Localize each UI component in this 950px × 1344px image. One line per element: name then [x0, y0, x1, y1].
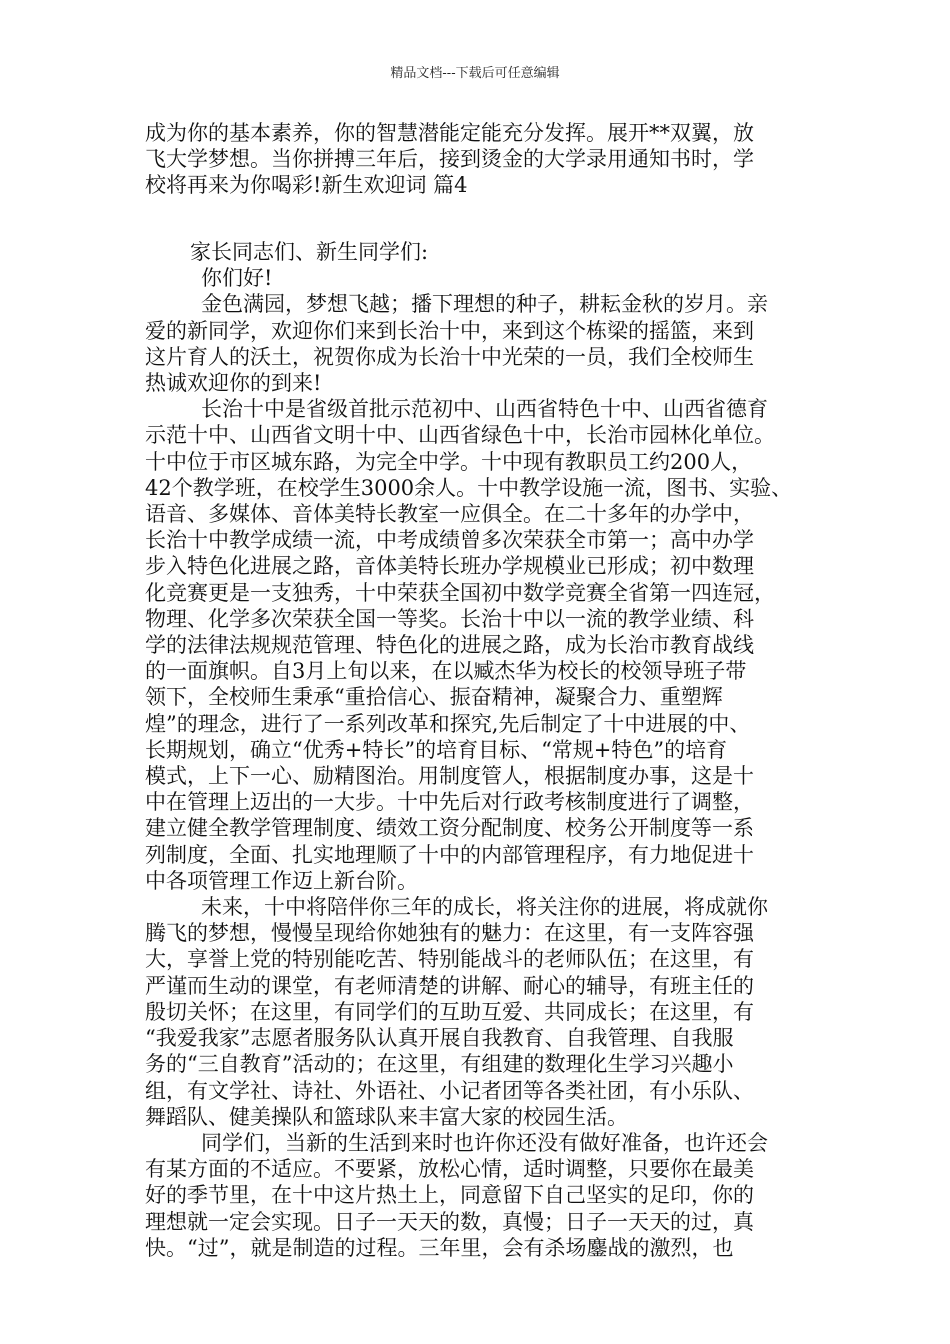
letter-body	[145, 239, 825, 1261]
text-line: 长治十中是省级首批示范初中、山西省特色十中、山西省德育	[201, 397, 768, 422]
text-line: 大，享誉上党的特别能吃苦、特别能战斗的老师队伍；在这里，有	[145, 947, 754, 972]
paragraph-future	[145, 894, 825, 1130]
salutation-greeting: 你们好!	[201, 266, 273, 291]
text-line: 十中位于市区城东路，为完全中学。十中现有教职员工约200人，	[145, 449, 753, 474]
paragraph-students	[145, 1130, 825, 1261]
text-line: 殷切关怀；在这里，有同学们的互助互爱、共同成长；在这里，有	[145, 999, 754, 1024]
text-line: 严谨而生动的课堂，有老师清楚的讲解、耐心的辅导，有班主任的	[145, 973, 754, 998]
text-line: 长治十中教学成绩一流，中考成绩曾多次荣获全市第一；高中办学	[145, 528, 754, 553]
text-line: 物理、化学多次荣获全国一等奖。长治十中以一流的教学业绩、科	[145, 606, 754, 631]
text-line: 列制度，全面、扎实地理顺了十中的内部管理程序，有力地促进十	[145, 842, 754, 867]
text-line: 的一面旗帜。自3月上旬以来，在以臧杰华为校长的校领导班子带	[145, 659, 747, 684]
text-line: “我爱我家”志愿者服务队认真开展自我教育、自我管理、自我服	[145, 1026, 734, 1051]
paragraph-welcome	[145, 291, 825, 396]
text-line: 这片育人的沃土，祝贺你成为长治十中光荣的一员，我们全校师生	[145, 344, 754, 369]
text-line: 飞大学梦想。当你拼搏三年后，接到烫金的大学录用通知书时，学	[145, 147, 754, 172]
text-line: 同学们，当新的生活到来时也许你还没有做好准备，也许还会	[201, 1130, 768, 1155]
text-line: 中各项管理工作迈上新台阶。	[145, 868, 418, 893]
text-line: 好的季节里，在十中这片热土上，同意留下自己坚实的足印，你的	[145, 1183, 754, 1208]
text-line: 长期规划，确立“优秀+特长”的培育目标、“常规+特色”的培育	[145, 737, 728, 762]
text-line: 成为你的基本素养，你的智慧潜能定能充分发挥。展开**双翼，放	[145, 121, 754, 145]
text-line: 舞蹈队、健美操队和篮球队来丰富大家的校园生活。	[145, 1104, 628, 1129]
text-line: 建立健全教学管理制度、绩效工资分配制度、校务公开制度等一系	[145, 816, 754, 841]
text-line: 化竞赛更是一支独秀，十中荣获全国初中数学竞赛全省第一四连冠，	[145, 580, 775, 605]
page-header: 精品文档---下载后可任意编辑	[390, 66, 560, 81]
paragraph-school-intro	[145, 396, 825, 894]
text-line: 组，有文学社、诗社、外语社、小记者团等各类社团，有小乐队、	[145, 1078, 754, 1103]
text-line: 语音、多媒体、音体美特长教室一应俱全。在二十多年的办学中，	[145, 502, 754, 527]
text-line: 示范十中、山西省文明十中、山西省绿色十中，长治市园林化单位。	[145, 423, 775, 448]
text-line: 理想就一定会实现。日子一天天的数，真慢；日子一天天的过，真	[145, 1209, 754, 1234]
text-line: 腾飞的梦想，慢慢呈现给你她独有的魅力：在这里，有一支阵容强	[145, 921, 754, 946]
text-line: 煌”的理念，进行了一系列改革和探究,先后制定了十中进展的中、	[145, 711, 751, 736]
top-paragraph	[145, 120, 825, 199]
text-line: 金色满园，梦想飞越；播下理想的种子，耕耘金秋的岁月。亲	[201, 292, 768, 317]
text-line: 快。“过”，就是制造的过程。三年里，会有杀场鏖战的激烈，也	[145, 1235, 734, 1260]
text-line: 未来，十中将陪伴你三年的成长，将关注你的进展，将成就你	[201, 895, 768, 920]
text-line: 步入特色化进展之路，音体美特长班办学规模业已形成；初中数理	[145, 554, 754, 579]
text-line: 领下，全校师生秉承“重拾信心、振奋精神，凝聚合力、重塑辉	[145, 685, 723, 710]
salutation-recipients: 家长同志们、新生同学们:	[190, 240, 429, 264]
text-line: 热诚欢迎你的到来!	[145, 371, 322, 396]
text-line: 爱的新同学，欢迎你们来到长治十中，来到这个栋梁的摇篮，来到	[145, 318, 754, 343]
text-line: 42个教学班，在校学生3000余人。十中教学设施一流，图书、实验、	[145, 475, 793, 500]
text-line: 学的法律法规规范管理、特色化的进展之路，成为长治市教育战线	[145, 633, 754, 658]
text-line: 有某方面的不适应。不要紧，放松心情，适时调整，只要你在最美	[145, 1157, 754, 1182]
text-line: 校将再来为你喝彩!新生欢迎词 篇4	[145, 173, 468, 198]
text-line: 模式，上下一心、励精图治。用制度管人，根据制度办事，这是十	[145, 764, 754, 789]
text-line: 中在管理上迈出的一大步。十中先后对行政考核制度进行了调整，	[145, 790, 754, 815]
text-line: 务的“三自教育”活动的；在这里，有组建的数理化生学习兴趣小	[145, 1052, 734, 1077]
